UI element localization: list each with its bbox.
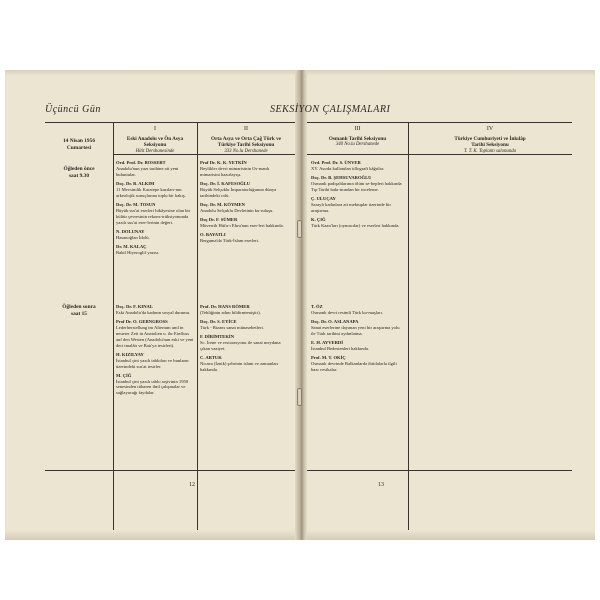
paper-entry <box>311 340 404 352</box>
column-divider <box>113 122 114 530</box>
column-numeral: I <box>154 126 156 132</box>
speaker-name: Doç. Dr. M. KÖYMEN <box>200 201 245 207</box>
paper-entry <box>200 334 290 352</box>
bottom-rule-left <box>45 470 295 471</box>
paper-entry <box>116 244 194 256</box>
book-spread <box>5 70 595 540</box>
speaker-name: K. ÇIĞ <box>311 216 326 222</box>
speaker-name: Doç. Dr. O. ASLANAPA <box>311 319 359 324</box>
speaker-name: Doç. Dr. F. KINAL <box>116 304 153 309</box>
paper-topic: Anadolu'nun yazı tarihine ait yeni buluntular. <box>116 165 179 177</box>
section-title: Türkiye Cumhuriyeti ve İnkılâp <box>454 135 526 142</box>
paper-topic: 11 Mevsimlik Karatepe kazıları-nın arkeolojik sonuçlarına toplu bir bakış. <box>116 186 186 198</box>
afternoon-label: Öğleden sonra <box>62 304 96 310</box>
speaker-name: Prof. Dr. HANS RÖMER <box>200 304 250 309</box>
paper-topic: (Tebliğinin adını bildirmemiştir). <box>200 309 261 315</box>
book-gutter <box>295 70 307 540</box>
paper-entry <box>200 160 290 178</box>
speaker-name: Ord. Prof. Dr. BOSSERT <box>116 160 166 165</box>
paper-topic: Türk - Bizans sanat münasebetleri. <box>200 324 264 330</box>
paper-topic: Osmanlı devri resimli Türk ku-maşları. <box>311 309 383 315</box>
col1-afternoon <box>116 304 194 399</box>
paper-topic: XV. Asırda kullanılan tıllografi kâğıtlar. <box>311 165 385 171</box>
speaker-name: M. ÇİĞ <box>116 372 132 378</box>
column-header-4 <box>410 126 570 155</box>
col1-morning <box>116 160 194 259</box>
paper-topic: Sanat eserlerine dayanan yeni bir araştırma yolu ile Türk tarihini aydınlatma. <box>311 324 400 336</box>
paper-entry <box>116 352 194 370</box>
speaker-name: Dr. M. KALAÇ <box>116 243 147 249</box>
page-number-right: 13 <box>378 482 384 488</box>
speaker-name: Doç. Dr. B. ALKIM <box>116 180 155 186</box>
column-numeral: IV <box>486 126 494 132</box>
paper-entry <box>311 175 404 193</box>
running-head-right: SEKSİYON ÇALIŞMALARI <box>270 104 391 115</box>
column-header-1 <box>115 126 195 155</box>
paper-topic: Saraylı kadınlara ait mektuplar üzerinde bir araştırma. <box>311 201 391 213</box>
speaker-name: H. KIZILYAY <box>116 351 144 357</box>
speaker-name: Doç. Dr. B. ŞEHSUVAROĞLU <box>311 175 372 180</box>
paper-topic: Nicaea (İznik) şehrinin islam ve zamanları hakkında. <box>200 360 279 372</box>
date-line: 14 Nisan 1956 <box>62 138 96 144</box>
paper-entry <box>311 355 404 373</box>
speaker-name: C. ARTUK <box>200 354 222 360</box>
paper-entry <box>311 217 404 229</box>
speaker-name: Prof. M. T. OKİÇ <box>311 354 346 360</box>
paper-entry <box>116 160 194 178</box>
paper-entry <box>311 160 404 172</box>
morning-label: Öğleden önce <box>63 166 95 172</box>
paper-entry <box>200 181 290 199</box>
section-title: Tarihi Seksiyonu <box>471 142 509 149</box>
binding-clip <box>297 220 302 238</box>
speaker-name: Prof Dr. K. K. YETKİN <box>200 160 247 165</box>
paper-topic: İstanbul çini yazılı tabloları ve bunların üzerindeki sus'ai tesirler. <box>116 357 189 369</box>
paper-topic: İstanbul çini yazılı tablo arşivinin 1950 senesinden itibaren ilmî çalışmalar ve sağlayacağı faydalar. <box>116 378 189 396</box>
paper-topic: Müverrih Hüfu-ı Ebru'nun eser-leri hakkında. <box>200 222 284 228</box>
binding-clip <box>297 388 302 406</box>
section-title: Orta Asya ve Orta Çağ Türk ve <box>211 135 281 142</box>
paper-topic: Sc. İrene ve restorasyonu ile sanat meydana çıkan vaziyet. <box>200 339 281 351</box>
morning-hour: saat 9.30 <box>68 173 90 179</box>
speaker-name: F. DİRİMTEKİN <box>200 334 235 339</box>
paper-entry <box>200 202 290 214</box>
paper-topic: Anadolu Selçuklu Devletinin ku-ruluşu. <box>200 207 274 213</box>
running-head-left: Üçüncü Gün <box>45 104 101 115</box>
speaker-name: N. DOLUNAY <box>116 228 145 234</box>
speaker-name: T. ÖZ <box>311 304 323 309</box>
speaker-name: Doç. Dr. M. TOSUN <box>116 201 156 207</box>
paper-topic: Osmanlı devrinde Balkanlarda ibtidalarla ilgili bazı vesikalar. <box>311 360 397 372</box>
bottom-rule-right <box>307 470 572 471</box>
speaker-name: Doç. Dr. S. EYİCE <box>200 319 237 324</box>
col2-morning <box>200 160 290 247</box>
column-numeral: II <box>244 126 248 132</box>
paper-topic: Büyük sus'ai eserleri hikâyesine olan bir kültür çevresinin rekons-trüksiyonunda yazılı sus'ai eser-lerinin değeri. <box>116 207 191 225</box>
column-header-3 <box>309 126 406 149</box>
paper-topic: Büyük Selçuklu İmparatorluğunun dünya tarihindeki rolü. <box>200 186 277 198</box>
top-rule-left <box>45 122 295 123</box>
morning-time <box>45 166 113 180</box>
afternoon-time <box>45 304 113 318</box>
paper-entry <box>200 304 290 316</box>
section-location: 333 No.lu Dershanede <box>224 148 268 154</box>
paper-entry <box>311 196 404 214</box>
paper-topic: Eski Anadolu'da kadının sosyal durumu. <box>116 309 191 315</box>
paper-entry <box>116 304 194 316</box>
paper-entry <box>116 202 194 226</box>
column-header-2 <box>199 126 293 155</box>
column-divider <box>197 122 198 530</box>
paper-topic: Türk Kaan'ları (oymacılar) ve eserleri hakkında. <box>311 222 400 228</box>
paper-entry <box>200 355 290 373</box>
paper-entry <box>116 373 194 397</box>
section-title: Seksiyonu <box>143 142 167 149</box>
section-title: Eski Anadolu ve Ön Asya <box>126 135 184 142</box>
speaker-name: Prof Dr. O. GERNGROSS <box>116 319 168 324</box>
col2-afternoon <box>200 304 290 376</box>
speaker-name: Doç Dr. F. SÜMER <box>200 216 238 222</box>
speaker-name: O. BAYATLI <box>200 231 226 237</box>
section-location: T. T. K. Toplantı salonunda <box>463 148 517 154</box>
speaker-name: Ç. ULUÇAY <box>311 195 336 201</box>
section-title: Türkiye Tarihi Seksiyonu <box>217 142 275 149</box>
section-title: Osmanlı Tarihi Seksiyonu <box>328 135 387 142</box>
speaker-name: Ord. Prof. Dr. S. ÜNVER <box>311 160 361 165</box>
top-rule-right <box>307 122 572 123</box>
paper-topic: Lederherstellung im Altertum und in neuerer Zeit in Anatolien u. ihr Einfluss auf den Westen (Anadolu'nun eski ve yeni deri imalâtı ve Batı'ya tesirleri). <box>116 324 194 348</box>
paper-entry <box>311 304 404 316</box>
col3-afternoon <box>311 304 404 376</box>
paper-entry <box>311 319 404 337</box>
paper-entry <box>200 232 290 244</box>
afternoon-hour: saat 15 <box>70 311 88 317</box>
paper-entry <box>200 319 290 331</box>
weekday-line: Cumartesi <box>66 145 92 151</box>
speaker-name: E. H. AYVERDİ <box>311 339 343 345</box>
paper-topic: Babil Hiyeroglif yazısı. <box>116 249 160 255</box>
column-divider <box>408 122 409 530</box>
section-location: 340 No.lu Dershanede <box>335 142 380 148</box>
paper-topic: İstanbul Bedestenleri hakkında. <box>311 345 370 351</box>
session-date <box>45 138 113 152</box>
column-numeral: III <box>354 126 361 132</box>
paper-topic: Hasanoğlan İdolü. <box>116 234 150 240</box>
paper-entry <box>116 319 194 349</box>
col3-morning <box>311 160 404 232</box>
paper-topic: Beylikler devri mimarisinin Os-manlı mimarisini hazırlayışı. <box>200 165 270 177</box>
paper-entry <box>116 229 194 241</box>
page-number-left: 12 <box>189 482 195 488</box>
paper-topic: Bergama'da Türk-İslam eserleri. <box>200 237 260 243</box>
section-location: Hitit Dershanesinde <box>135 148 175 154</box>
paper-topic: Osmanlı padişahlarının ölüm se-bepleri hakkında Tıp Tarihi bakı-mından bir inceleme. <box>311 180 402 192</box>
paper-entry <box>200 217 290 229</box>
paper-entry <box>116 181 194 199</box>
speaker-name: Doç. Dr. İ. KAFESOĞLU <box>200 180 251 186</box>
